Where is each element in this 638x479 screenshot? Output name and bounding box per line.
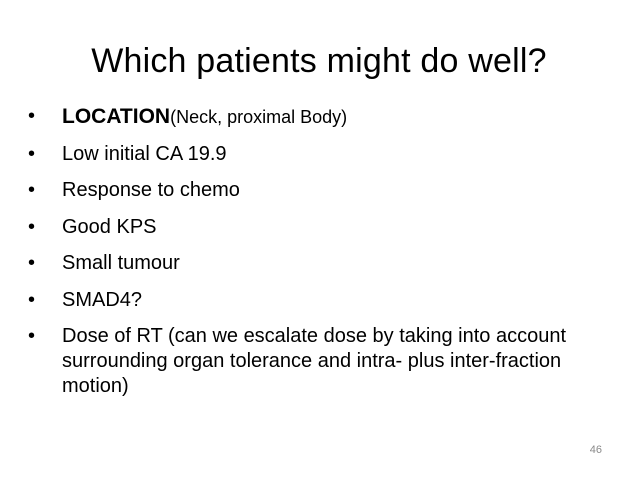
page-number: 46: [589, 444, 602, 456]
bullet-list: [28, 104, 608, 411]
bullet-item-ca199: [28, 142, 608, 167]
bullet-text: Good KPS: [62, 215, 157, 238]
bullet-text: Small tumour: [62, 252, 180, 274]
bullet-item-smad4: [28, 288, 608, 313]
bullet-text: Response to chemo: [62, 179, 240, 201]
bullet-dot-icon: •: [28, 215, 36, 238]
location-label: LOCATION: [62, 105, 171, 128]
bullet-text: Dose of RT (can we escalate dose by taking into account surrounding organ tolerance and intra- plus inter-fraction motion): [62, 325, 566, 397]
bullet-dot-icon: •: [28, 179, 36, 201]
bullet-item-tumour: [28, 251, 608, 276]
slide-title: Which patients might do well?: [91, 42, 547, 80]
bullet-item-location: [28, 104, 608, 130]
bullet-text: SMAD4?: [62, 288, 143, 311]
bullet-dot-icon: •: [28, 252, 36, 274]
bullet-item-chemo: [28, 178, 608, 203]
bullet-dot-icon: •: [28, 105, 36, 127]
bullet-item-rt-dose: [28, 324, 608, 399]
location-detail: (Neck, proximal Body): [170, 107, 348, 127]
bullet-item-kps: [28, 215, 608, 240]
bullet-dot-icon: •: [28, 288, 36, 311]
bullet-text: Low initial CA 19.9: [62, 142, 227, 165]
bullet-dot-icon: •: [28, 142, 36, 165]
bullet-dot-icon: •: [28, 325, 36, 347]
